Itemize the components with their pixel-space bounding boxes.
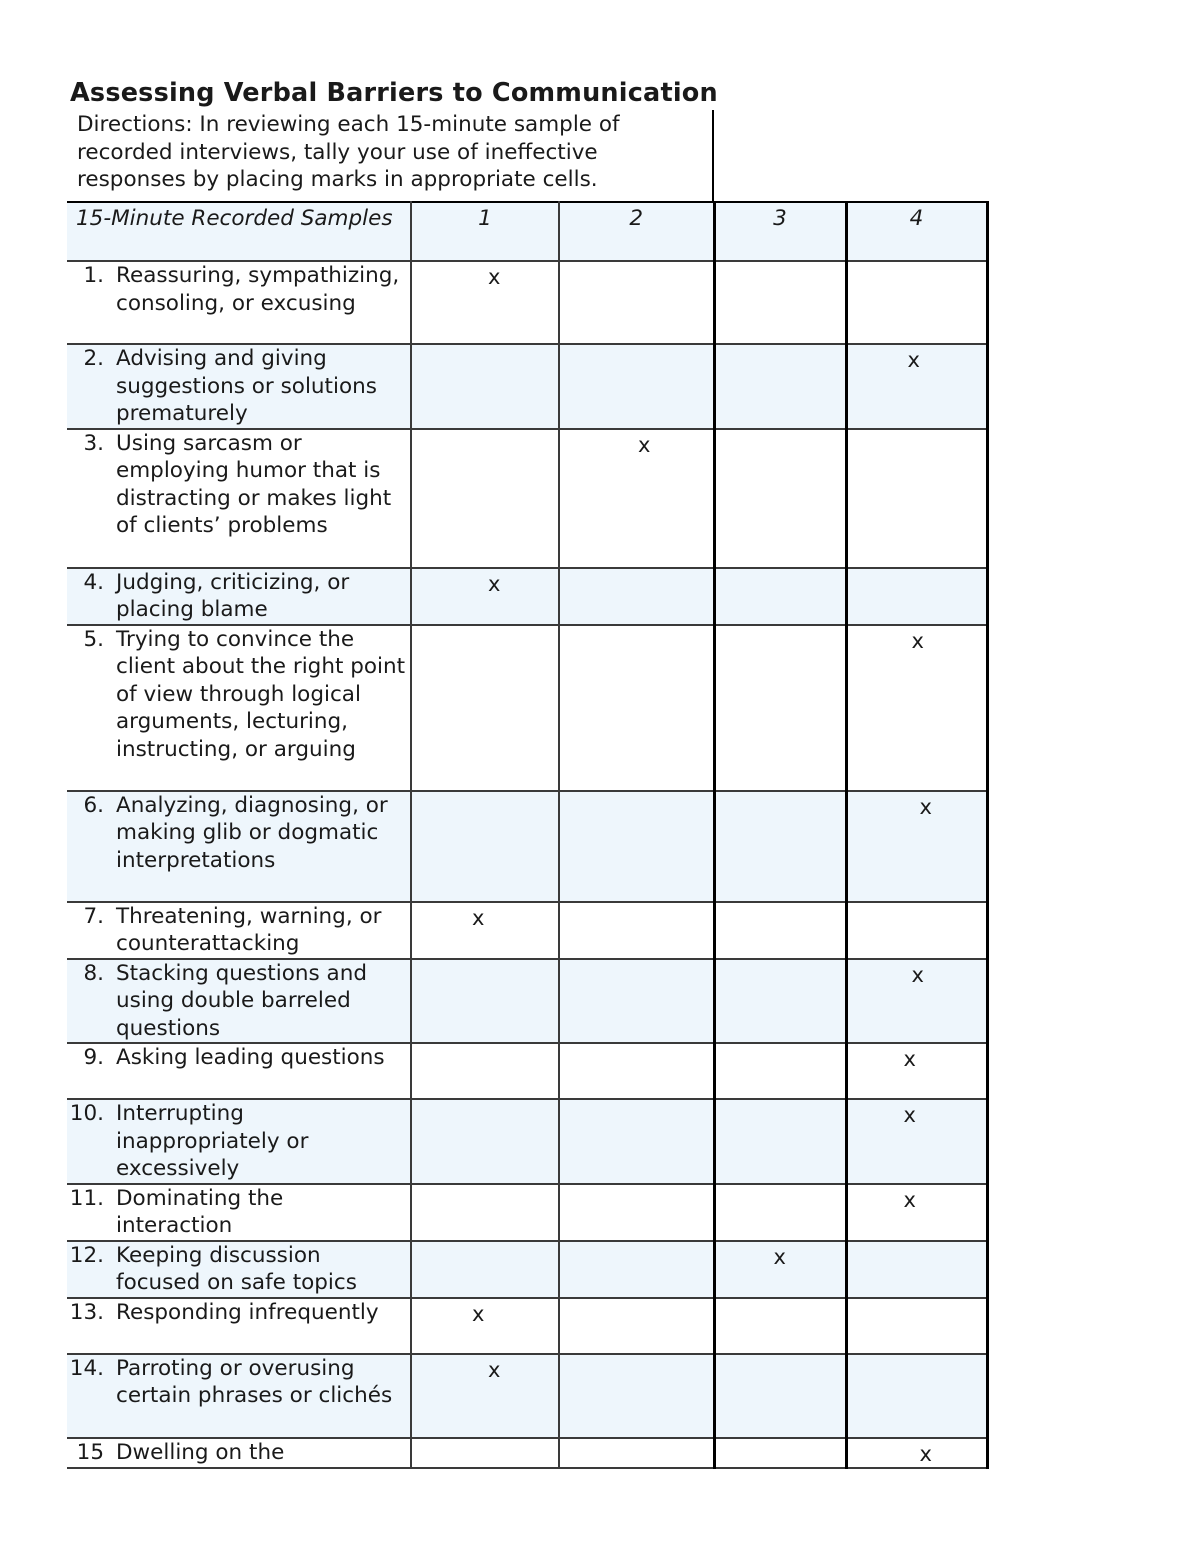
barrier-label-cell: [67, 959, 411, 1044]
tally-mark: x: [488, 1357, 501, 1382]
tally-mark: x: [903, 1103, 916, 1127]
tally-cell-sample-1[interactable]: [411, 344, 559, 429]
barrier-label-cell: [67, 1241, 411, 1298]
tally-cell-sample-4[interactable]: [846, 902, 987, 959]
table-row: [67, 1184, 987, 1241]
tally-cell-sample-4[interactable]: [846, 261, 987, 344]
barrier-text: Threatening, warning, or counterattacking: [116, 903, 382, 956]
tally-cell-sample-4[interactable]: [846, 344, 987, 429]
tally-cell-sample-1[interactable]: [411, 1298, 559, 1354]
table-row: [67, 902, 987, 959]
tally-mark: x: [472, 1301, 485, 1326]
tally-mark: x: [488, 571, 501, 596]
tally-cell-sample-3[interactable]: [714, 902, 846, 959]
barrier-label-cell: [67, 429, 411, 568]
barrier-number: 13.: [69, 1299, 104, 1325]
barrier-label-cell: [67, 1354, 411, 1438]
barrier-text: Using sarcasm or employing humor that is distracting or makes light of clients’ problems: [116, 430, 392, 538]
header-sample-3: 3: [714, 202, 846, 261]
tally-cell-sample-1[interactable]: [411, 1241, 559, 1298]
tally-cell-sample-2[interactable]: [559, 429, 714, 568]
tally-mark: x: [472, 905, 485, 930]
table-row: [67, 959, 987, 1044]
tally-cell-sample-1[interactable]: [411, 1184, 559, 1241]
tally-cell-sample-4[interactable]: [846, 1099, 987, 1184]
barrier-label-cell: [67, 1099, 411, 1184]
tally-mark: x: [488, 265, 501, 289]
table-row: [67, 625, 987, 791]
tally-cell-sample-1[interactable]: [411, 791, 559, 902]
tally-mark: x: [773, 1244, 786, 1269]
tally-cell-sample-4[interactable]: [846, 1241, 987, 1298]
tally-mark: x: [911, 962, 924, 987]
barrier-text: Dwelling on the: [116, 1439, 285, 1465]
directions-text: Directions: In reviewing each 15-minute sample of recorded interviews, tally your use of ineffective responses by placing marks in appropriate cells.: [77, 112, 620, 192]
barrier-number: 7.: [83, 903, 104, 929]
tally-cell-sample-4[interactable]: [846, 1043, 987, 1099]
barrier-number: 1.: [83, 263, 104, 288]
barrier-label-cell: [67, 1438, 411, 1468]
table-row: [67, 791, 987, 902]
header-sample-1: 1: [411, 202, 559, 261]
table-row: [67, 344, 987, 429]
table-header-row: [67, 202, 987, 261]
tally-cell-sample-1[interactable]: [411, 1099, 559, 1184]
barrier-text: Judging, criticizing, or placing blame: [116, 569, 350, 622]
barrier-number: 5.: [83, 626, 104, 652]
tally-cell-sample-4[interactable]: [846, 791, 987, 902]
tally-cell-sample-3[interactable]: [714, 791, 846, 902]
tally-cell-sample-3[interactable]: [714, 1184, 846, 1241]
tally-cell-sample-1[interactable]: [411, 1438, 559, 1468]
header-label: 15-Minute Recorded Samples: [76, 206, 393, 231]
tally-cell-sample-1[interactable]: [411, 625, 559, 791]
table-row: [67, 1043, 987, 1099]
directions-divider: [712, 110, 714, 203]
tally-cell-sample-2[interactable]: [559, 1184, 714, 1241]
tally-mark: x: [911, 628, 924, 653]
tally-cell-sample-4[interactable]: [846, 1438, 987, 1468]
tally-cell-sample-3[interactable]: [714, 1043, 846, 1099]
barrier-label-cell: [67, 261, 411, 344]
table-row: [67, 1354, 987, 1438]
barrier-label-cell: [67, 1298, 411, 1354]
barrier-label-cell: [67, 791, 411, 902]
tally-mark: x: [638, 432, 651, 457]
table-row: [67, 1099, 987, 1184]
barrier-number: 15: [76, 1439, 104, 1465]
tally-cell-sample-4[interactable]: [846, 429, 987, 568]
tally-cell-sample-3[interactable]: [714, 1354, 846, 1438]
tally-cell-sample-2[interactable]: [559, 568, 714, 625]
tally-cell-sample-4[interactable]: [846, 1354, 987, 1438]
tally-cell-sample-2[interactable]: [559, 959, 714, 1044]
tally-cell-sample-1[interactable]: [411, 959, 559, 1044]
barrier-text: Dominating the interaction: [116, 1185, 284, 1238]
tally-mark: x: [903, 1187, 916, 1212]
barrier-label-cell: [67, 344, 411, 429]
table-row: [67, 261, 987, 344]
tally-cell-sample-2[interactable]: [559, 1099, 714, 1184]
tally-cell-sample-4[interactable]: [846, 1298, 987, 1354]
tally-mark: x: [903, 1047, 916, 1071]
barrier-text: Keeping discussion focused on safe topics: [116, 1242, 357, 1295]
tally-cell-sample-2[interactable]: [559, 344, 714, 429]
table-row: [67, 1241, 987, 1298]
table-row: [67, 1438, 987, 1468]
barrier-text: Responding infrequently: [116, 1299, 379, 1325]
barrier-label-cell: [67, 1184, 411, 1241]
tally-mark: x: [907, 348, 920, 372]
barrier-text: Parroting or overusing certain phrases or clichés: [116, 1355, 393, 1408]
barrier-label-cell: [67, 625, 411, 791]
tally-cell-sample-2[interactable]: [559, 1241, 714, 1298]
barrier-number: 14.: [69, 1355, 104, 1381]
tally-cell-sample-3[interactable]: [714, 568, 846, 625]
tally-cell-sample-4[interactable]: [846, 568, 987, 625]
barrier-label-cell: [67, 902, 411, 959]
tally-cell-sample-3[interactable]: [714, 344, 846, 429]
barrier-number: 6.: [83, 792, 104, 818]
tally-mark: x: [919, 794, 932, 819]
tally-cell-sample-1[interactable]: [411, 568, 559, 625]
tally-cell-sample-4[interactable]: [846, 959, 987, 1044]
barrier-number: 4.: [83, 569, 104, 595]
header-sample-4: 4: [846, 202, 987, 261]
tally-cell-sample-3[interactable]: [714, 625, 846, 791]
barrier-number: 2.: [83, 346, 104, 371]
barrier-number: 3.: [83, 430, 104, 456]
barrier-number: 11.: [69, 1185, 104, 1211]
barrier-number: 12.: [69, 1242, 104, 1268]
barrier-text: Asking leading questions: [116, 1045, 385, 1070]
tally-table: [67, 201, 989, 1469]
table-row: [67, 568, 987, 625]
tally-cell-sample-3[interactable]: [714, 1241, 846, 1298]
tally-cell-sample-3[interactable]: [714, 261, 846, 344]
tally-cell-sample-4[interactable]: [846, 625, 987, 791]
tally-cell-sample-3[interactable]: [714, 1099, 846, 1184]
barrier-text: Stacking questions and using double barreled questions: [116, 960, 367, 1041]
barrier-number: 8.: [83, 960, 104, 986]
table-row: [67, 1298, 987, 1354]
barrier-number: 9.: [83, 1045, 104, 1070]
tally-cell-sample-1[interactable]: [411, 1043, 559, 1099]
tally-cell-sample-2[interactable]: [559, 791, 714, 902]
tally-cell-sample-1[interactable]: [411, 1354, 559, 1438]
barrier-text: Interrupting inappropriately or excessively: [116, 1101, 309, 1181]
tally-cell-sample-2[interactable]: [559, 1438, 714, 1468]
tally-cell-sample-2[interactable]: [559, 625, 714, 791]
tally-mark: x: [919, 1441, 932, 1466]
barrier-text: Reassuring, sympathizing, consoling, or excusing: [116, 263, 400, 316]
page-title: Assessing Verbal Barriers to Communication: [70, 78, 718, 108]
tally-cell-sample-3[interactable]: [714, 959, 846, 1044]
barrier-label-cell: [67, 1043, 411, 1099]
header-sample-2: 2: [559, 202, 714, 261]
tally-cell-sample-3[interactable]: [714, 1438, 846, 1468]
barrier-text: Advising and giving suggestions or solutions prematurely: [116, 346, 377, 426]
table-row: [67, 429, 987, 568]
tally-cell-sample-4[interactable]: [846, 1184, 987, 1241]
barrier-text: Trying to convince the client about the right point of view through logical arguments, lecturing, instructing, or arguing: [116, 626, 406, 762]
tally-cell-sample-1[interactable]: [411, 261, 559, 344]
tally-cell-sample-1[interactable]: [411, 902, 559, 959]
header-label-cell: [67, 202, 411, 261]
barrier-text: Analyzing, diagnosing, or making glib or dogmatic interpretations: [116, 792, 388, 873]
tally-cell-sample-2[interactable]: [559, 261, 714, 344]
tally-cell-sample-2[interactable]: [559, 1043, 714, 1099]
tally-cell-sample-3[interactable]: [714, 429, 846, 568]
tally-cell-sample-2[interactable]: [559, 1298, 714, 1354]
tally-cell-sample-2[interactable]: [559, 1354, 714, 1438]
barrier-number: 10.: [69, 1101, 104, 1126]
tally-cell-sample-2[interactable]: [559, 902, 714, 959]
tally-cell-sample-1[interactable]: [411, 429, 559, 568]
tally-cell-sample-3[interactable]: [714, 1298, 846, 1354]
barrier-label-cell: [67, 568, 411, 625]
